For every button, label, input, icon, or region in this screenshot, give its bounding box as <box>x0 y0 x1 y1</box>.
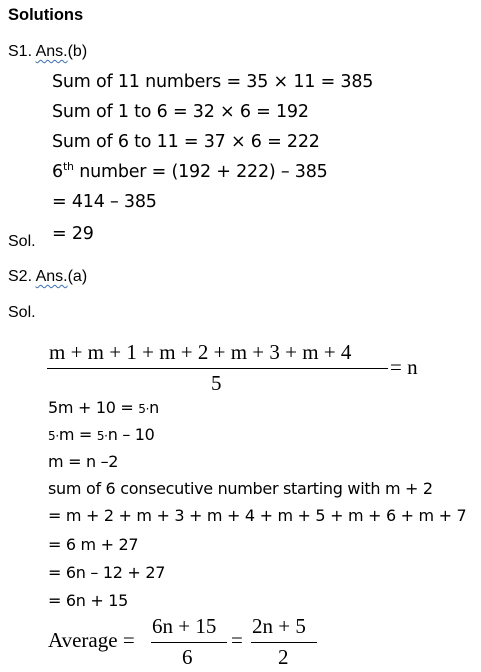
step-6: = 6 m + 27 <box>48 535 139 554</box>
s1-sol-label: Sol. <box>8 233 36 250</box>
average-numerator-2: 2n + 5 <box>252 614 306 638</box>
s2-sol-label: Sol. <box>8 304 36 321</box>
fraction-rhs: = n <box>390 355 418 379</box>
s1-line-4 <box>52 162 328 182</box>
step-1-pre: 5m + 10 = <box>48 398 139 417</box>
step-1 <box>48 398 159 417</box>
average-bar-2 <box>251 642 317 643</box>
s2-answer: (a) <box>67 268 88 285</box>
s2-label: S2. Ans. <box>8 268 68 285</box>
step-7: = 6n – 12 + 27 <box>48 563 166 582</box>
s1-line-2: Sum of 1 to 6 = 32 × 6 = 192 <box>52 102 309 122</box>
step-2-five-b: 5 <box>96 429 105 443</box>
sixth-rest: number = (192 + 222) – 385 <box>73 162 328 182</box>
solutions-heading: Solutions <box>8 6 84 24</box>
sixth-sup: th <box>62 160 74 173</box>
average-denominator-1: 6 <box>182 645 193 669</box>
average-denominator-2: 2 <box>278 645 289 669</box>
step-2-dot-b: · <box>104 429 108 443</box>
average-label: Average = <box>48 628 135 652</box>
step-2 <box>48 425 155 444</box>
average-numerator-1: 6n + 15 <box>152 614 217 638</box>
fraction-denominator: 5 <box>211 371 222 395</box>
fraction-bar <box>47 368 388 369</box>
average-bar-1 <box>151 642 227 643</box>
step-3: m = n –2 <box>48 452 119 471</box>
step-4: sum of 6 consecutive number starting with m + 2 <box>48 479 433 498</box>
s2-answer-line <box>8 268 87 286</box>
step-2-dot-a: · <box>55 429 59 443</box>
s1-result: = 29 <box>52 224 94 244</box>
s1-label: S1. Ans. <box>8 43 68 60</box>
step-5: = m + 2 + m + 3 + m + 4 + m + 5 + m + 6 + m + 7 <box>48 506 467 525</box>
step-1-five: 5 <box>138 402 146 416</box>
average-equals: = <box>231 628 243 652</box>
sixth-base: 6 <box>52 162 63 182</box>
s1-line-3: Sum of 6 to 11 = 37 × 6 = 222 <box>52 132 320 152</box>
step-2-mid: m = <box>58 425 97 444</box>
step-8: = 6n + 15 <box>48 591 129 610</box>
fraction-numerator: m + m + 1 + m + 2 + m + 3 + m + 4 <box>49 340 352 364</box>
s1-line-5: = 414 – 385 <box>52 192 157 212</box>
step-2-post: n – 10 <box>107 425 155 444</box>
step-1-dot: · <box>145 402 150 416</box>
step-1-post: n <box>149 398 159 417</box>
s1-line-1: Sum of 11 numbers = 35 × 11 = 385 <box>52 72 374 92</box>
s1-answer: (b) <box>67 43 88 60</box>
s1-answer-line <box>8 43 87 61</box>
step-2-five-a: 5 <box>48 429 56 443</box>
